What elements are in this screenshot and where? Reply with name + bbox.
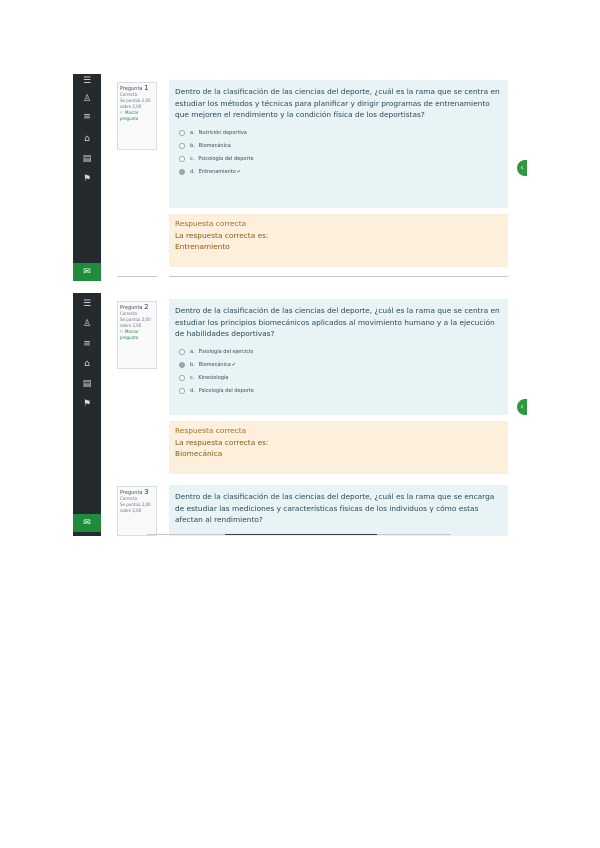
question-number: Pregunta 1 xyxy=(120,84,149,92)
feedback-intro: La respuesta correcta es: xyxy=(175,230,269,240)
question-info xyxy=(117,301,157,369)
option-text: Fisiología del ejercicio xyxy=(198,348,254,355)
question-state: Correcta xyxy=(120,496,138,501)
flag-question-link[interactable]: ⚐ Marcar pregunta xyxy=(120,329,139,340)
option-text: Psicología del deporte xyxy=(198,155,254,162)
feedback-box xyxy=(169,421,508,474)
option-text: Psicología del deporte xyxy=(198,387,254,394)
chevron-left-icon[interactable]: ‹ xyxy=(517,160,527,176)
radio-button[interactable] xyxy=(179,349,185,355)
feedback-title: Respuesta correcta xyxy=(175,219,247,228)
answer-option[interactable]: a. Nutrición deportiva xyxy=(175,127,502,140)
check-icon: ✔ xyxy=(236,168,242,175)
grades-icon[interactable]: ≡ xyxy=(83,339,91,349)
option-text: Kinesiología xyxy=(198,374,229,381)
question-info xyxy=(117,82,157,150)
screenshot-1 xyxy=(73,74,530,281)
radio-button[interactable] xyxy=(179,169,185,175)
question-box xyxy=(169,485,508,536)
question-state: Correcta xyxy=(120,311,138,316)
question-number: Pregunta 2 xyxy=(120,303,149,311)
feedback-intro: La respuesta correcta es: xyxy=(175,437,269,447)
divider xyxy=(169,276,508,277)
menu-icon[interactable]: ☰ xyxy=(82,76,92,86)
radio-button[interactable] xyxy=(179,156,185,162)
scrollbar-track xyxy=(377,534,451,535)
option-text: Biomecánica xyxy=(198,361,231,368)
menu-icon[interactable]: ☰ xyxy=(82,299,92,309)
question-score: Se puntúa 2,00 sobre 2,00 xyxy=(120,502,151,513)
chevron-left-icon[interactable]: ‹ xyxy=(517,399,527,415)
home-icon[interactable]: ⌂ xyxy=(84,359,90,369)
flag-question-link[interactable]: ⚐ Marcar pregunta xyxy=(120,110,139,121)
answer-option-selected[interactable]: d. Entrenamiento ✔ xyxy=(175,166,502,179)
question-text: Dentro de la clasificación de las ciencias del deporte, ¿cuál es la rama que se encarga de estudiar las mediciones y características físicas de los individuos y cómo estas afectan al rendimiento? xyxy=(175,492,495,524)
users-icon[interactable]: ♙ xyxy=(82,94,92,104)
scrollbar-track xyxy=(147,534,225,535)
radio-button[interactable] xyxy=(179,375,185,381)
answer-option-selected[interactable]: b. Biomecánica ✔ xyxy=(175,359,502,372)
option-text: Entrenamiento xyxy=(198,168,236,175)
users-icon[interactable]: ♙ xyxy=(82,319,92,329)
question-info xyxy=(117,486,157,536)
answer-option[interactable]: b. Biomecánica xyxy=(175,140,502,153)
answer-option[interactable]: c. Kinesiología xyxy=(175,372,502,385)
grades-icon[interactable]: ≡ xyxy=(83,112,91,122)
divider xyxy=(117,276,157,277)
check-icon: ✔ xyxy=(231,361,236,368)
calendar-icon[interactable]: ▤ xyxy=(82,379,92,389)
radio-button[interactable] xyxy=(179,143,185,149)
sidebar xyxy=(73,293,101,536)
option-text: Nutrición deportiva xyxy=(198,129,247,136)
chat-icon[interactable]: ✉ xyxy=(73,514,101,532)
feedback-title: Respuesta correcta xyxy=(175,426,247,435)
question-score: Se puntúa 2,00 sobre 2,00 xyxy=(120,98,151,109)
calendar-icon[interactable]: ▤ xyxy=(82,154,92,164)
radio-button[interactable] xyxy=(179,388,185,394)
home-icon[interactable]: ⌂ xyxy=(84,134,90,144)
chat-icon[interactable]: ✉ xyxy=(73,263,101,281)
graduation-icon[interactable]: ⚑ xyxy=(82,174,92,184)
radio-button[interactable] xyxy=(179,362,185,368)
answer-option[interactable]: d. Psicología del deporte xyxy=(175,385,502,398)
feedback-answer: Entrenamiento xyxy=(175,242,230,251)
feedback-answer: Biomecánica xyxy=(175,449,223,458)
question-box xyxy=(169,80,508,208)
radio-button[interactable] xyxy=(179,130,185,136)
answer-option[interactable]: a. Fisiología del ejercicio xyxy=(175,346,502,359)
sidebar xyxy=(73,74,101,281)
question-text: Dentro de la clasificación de las ciencias del deporte, ¿cuál es la rama que se centra en estudiar los principios biomecánicos aplicados al movimiento humano y a la ejecución de habilidades deportivas? xyxy=(175,306,500,338)
question-box xyxy=(169,299,508,415)
screenshot-2 xyxy=(73,293,530,536)
question-text: Dentro de la clasificación de las ciencias del deporte, ¿cuál es la rama que se centra en estudiar los métodos y técnicas para planificar y dirigir programas de entrenamiento que mejoren el rendimiento y la condición física de los deportistas? xyxy=(175,87,500,119)
option-text: Biomecánica xyxy=(198,142,231,149)
question-number: Pregunta 3 xyxy=(120,488,149,496)
answer-option[interactable]: c. Psicología del deporte xyxy=(175,153,502,166)
scrollbar[interactable] xyxy=(225,534,377,535)
question-state: Correcta xyxy=(120,92,138,97)
feedback-box xyxy=(169,214,508,267)
graduation-icon[interactable]: ⚑ xyxy=(82,399,92,409)
question-score: Se puntúa 2,00 sobre 2,00 xyxy=(120,317,151,328)
